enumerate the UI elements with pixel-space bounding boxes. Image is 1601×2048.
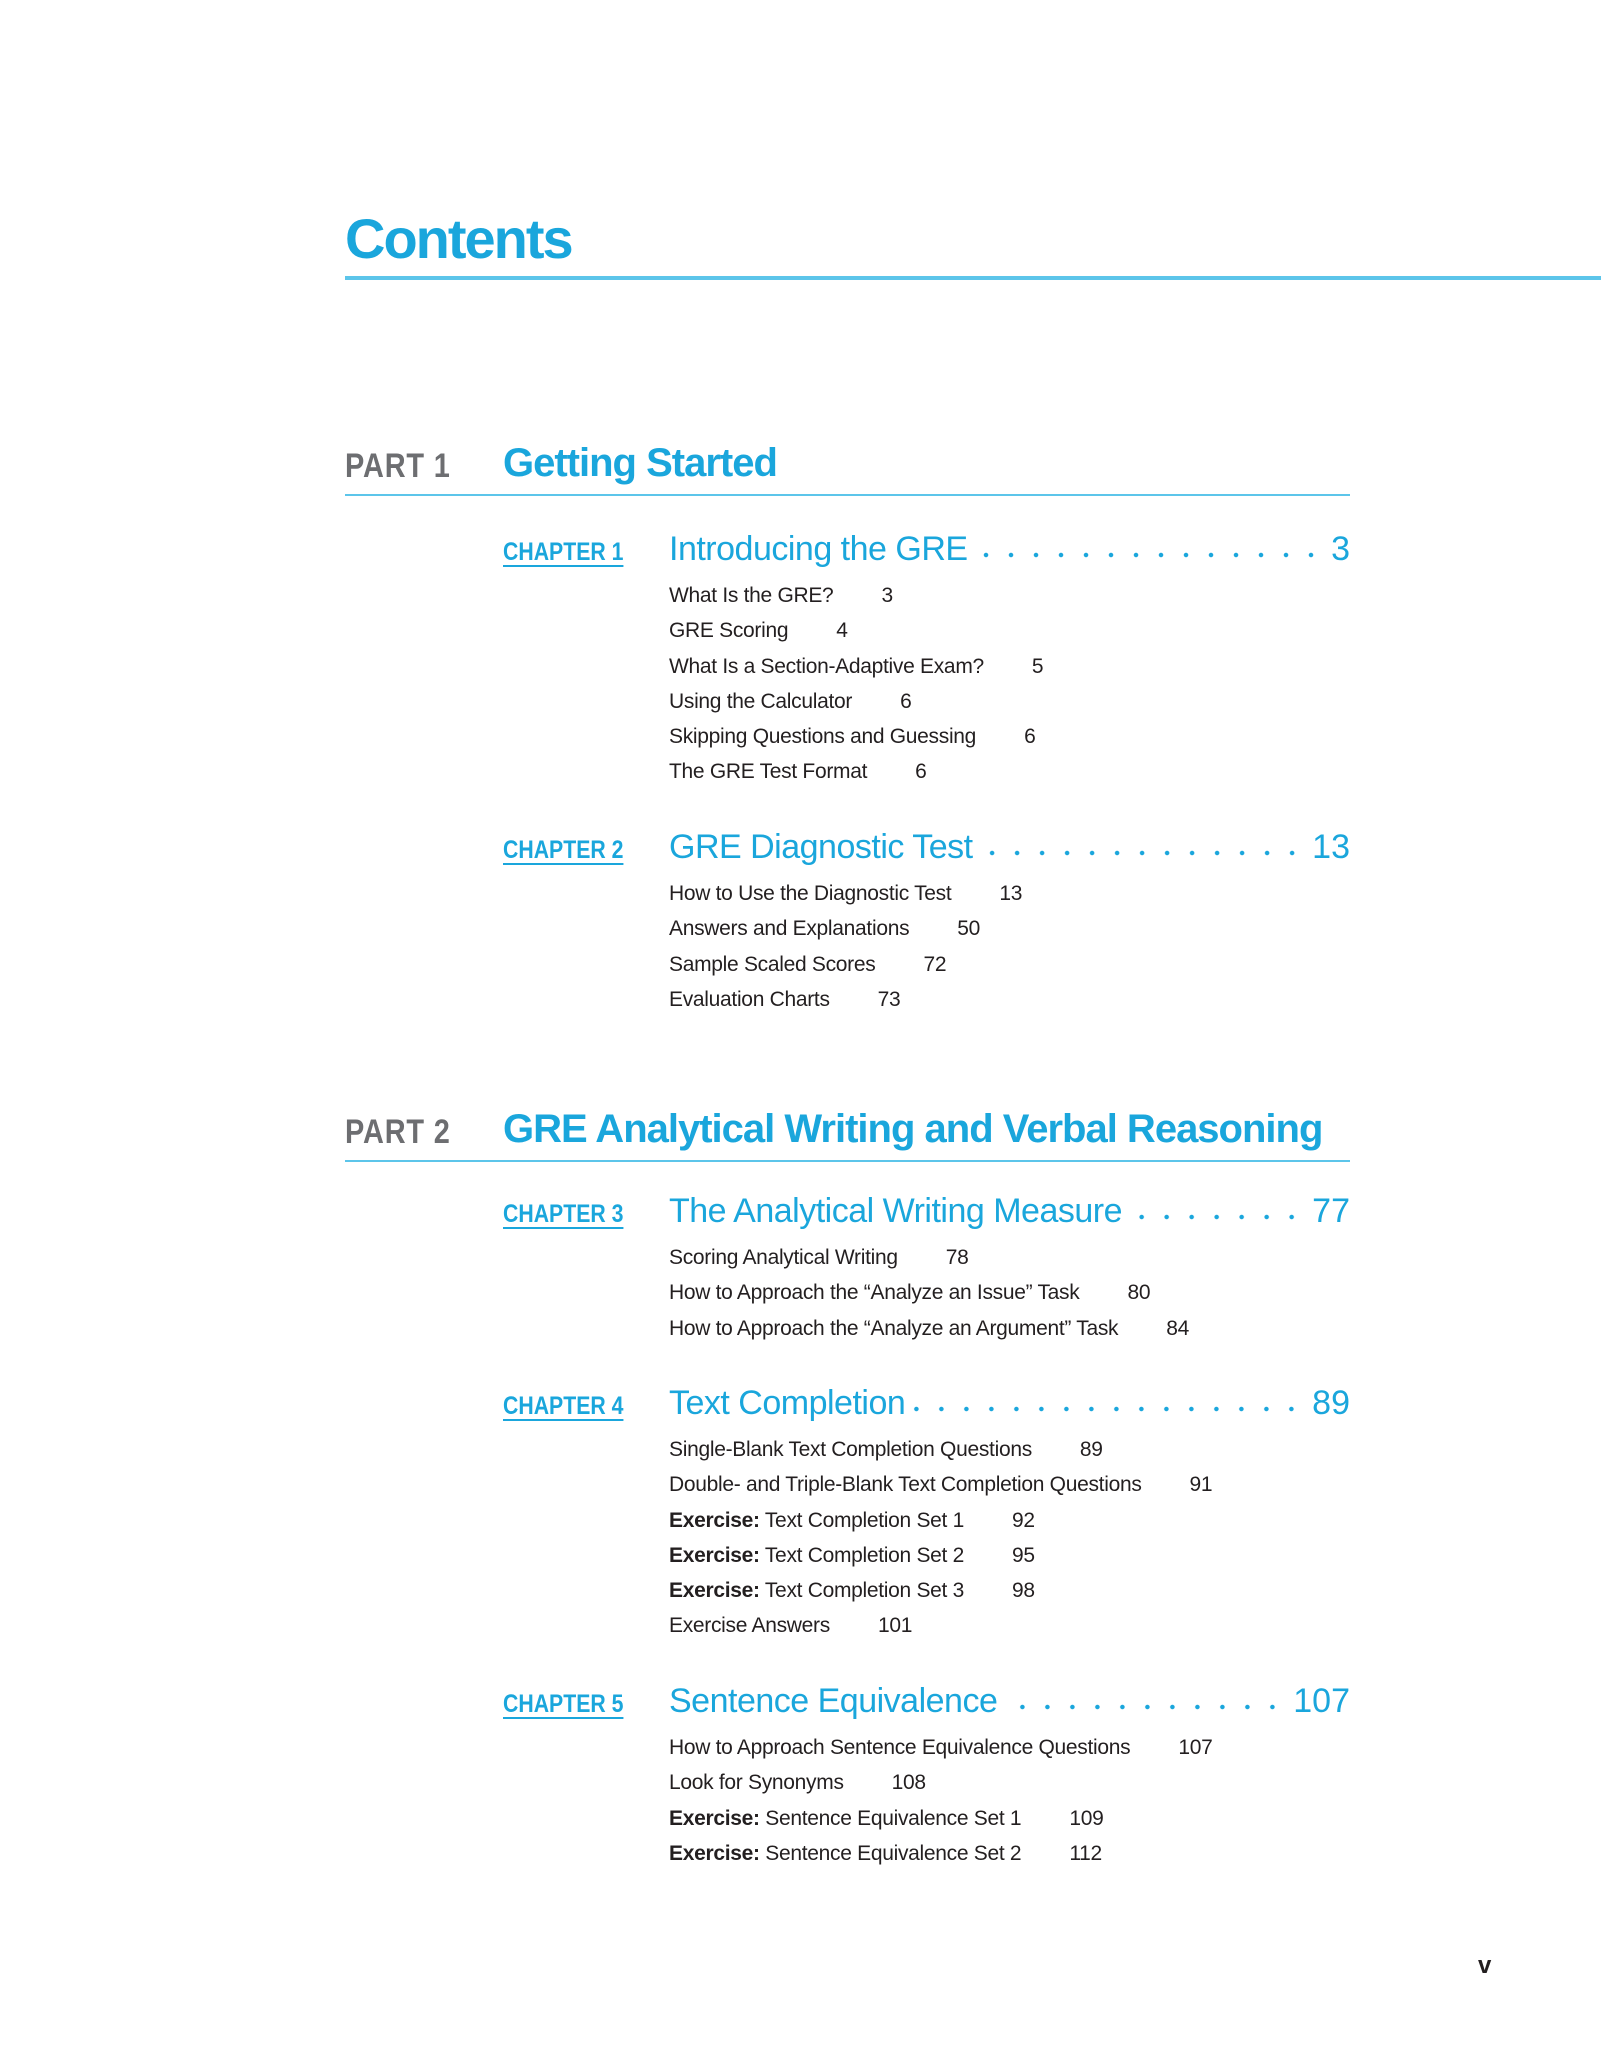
section-item[interactable]: [669, 876, 1350, 911]
section-title: How to Use the Diagnostic Test: [669, 882, 952, 905]
section-item[interactable]: [669, 1573, 1350, 1608]
section-page-number: 78: [945, 1246, 969, 1269]
section-page-number: 92: [1012, 1508, 1035, 1532]
section-title: Scoring Analytical Writing: [669, 1246, 898, 1269]
section-page-number: 80: [1127, 1281, 1151, 1305]
section-title: Text Completion Set 2: [764, 1543, 964, 1567]
dot-leader: [976, 550, 1324, 560]
section-title: How to Approach the “Analyze an Argument” Task: [669, 1316, 1119, 1340]
section-item[interactable]: [669, 1801, 1350, 1836]
chapter-title: Text Completion: [669, 1384, 906, 1422]
section-item[interactable]: [669, 1608, 1350, 1643]
section-list: [669, 1432, 1350, 1644]
chapter-entry: [503, 1192, 1350, 1346]
chapter-page-number: 77: [1312, 1192, 1350, 1230]
chapter-label: CHAPTER 4: [503, 1392, 624, 1420]
section-item[interactable]: [669, 1275, 1350, 1310]
section-title: Using the Calculator: [669, 689, 853, 713]
section-item[interactable]: [669, 719, 1350, 754]
section-list: [669, 1730, 1350, 1871]
section-item[interactable]: [669, 1730, 1350, 1765]
chapter-page-number: 13: [1312, 828, 1350, 866]
section-item[interactable]: [669, 754, 1350, 789]
section-page-number: 108: [891, 1771, 926, 1795]
section-title: Sample Scaled Scores: [669, 952, 876, 976]
section-title: Evaluation Charts: [669, 987, 830, 1011]
section-page-number: 91: [1189, 1473, 1213, 1497]
section-page-number: 13: [999, 882, 1023, 905]
section-title: Text Completion Set 3: [764, 1579, 964, 1603]
section-title: Double- and Triple-Blank Text Completion Questions: [669, 1473, 1142, 1497]
chapter-heading[interactable]: [503, 1682, 1350, 1728]
section-page-number: 109: [1069, 1806, 1104, 1830]
section-page-number: 101: [877, 1614, 913, 1638]
section-item[interactable]: [669, 649, 1350, 684]
section-item[interactable]: [669, 1311, 1350, 1346]
section-item[interactable]: [669, 982, 1350, 1017]
section-title: Look for Synonyms: [669, 1771, 844, 1795]
chapter-title: GRE Diagnostic Test: [669, 828, 973, 866]
section-page-number: 73: [877, 987, 901, 1011]
dot-leader: [981, 848, 1305, 858]
dot-leader: [913, 1404, 1304, 1414]
section-page-number: 107: [1178, 1736, 1213, 1759]
section-item[interactable]: [669, 613, 1350, 648]
section-page-number: 3: [881, 584, 893, 607]
section-prefix: Exercise:: [669, 1806, 760, 1830]
dot-leader: [1130, 1212, 1304, 1222]
section-page-number: 112: [1069, 1841, 1102, 1865]
chapter-label: CHAPTER 1: [503, 538, 624, 566]
section-page-number: 84: [1166, 1316, 1190, 1340]
section-title: Skipping Questions and Guessing: [669, 725, 977, 749]
section-item[interactable]: [669, 1503, 1350, 1538]
section-item[interactable]: [669, 1538, 1350, 1573]
section-title: Single-Blank Text Completion Questions: [669, 1438, 1032, 1461]
chapter-label: CHAPTER 2: [503, 836, 624, 864]
title-rule: [345, 276, 1601, 280]
section-title: Sentence Equivalence Set 2: [765, 1841, 1022, 1865]
section-list: [669, 1240, 1350, 1346]
page-number: v: [1478, 1952, 1492, 1979]
section-title: The GRE Test Format: [669, 760, 868, 784]
chapter-label: CHAPTER 3: [503, 1200, 624, 1228]
section-page-number: 72: [923, 952, 947, 976]
chapter-title: Sentence Equivalence: [669, 1682, 998, 1720]
part-heading: [345, 441, 1350, 496]
section-prefix: Exercise:: [669, 1508, 760, 1532]
section-page-number: 89: [1079, 1438, 1103, 1461]
section-prefix: Exercise:: [669, 1579, 760, 1603]
section-item[interactable]: [669, 911, 1350, 946]
section-prefix: Exercise:: [669, 1543, 760, 1567]
part-heading: [345, 1107, 1350, 1162]
section-item[interactable]: [669, 1467, 1350, 1502]
chapter-page-number: 89: [1312, 1384, 1350, 1422]
section-title: What Is the GRE?: [669, 584, 834, 607]
section-title: GRE Scoring: [669, 619, 789, 643]
chapter-page-number: 107: [1293, 1682, 1350, 1720]
section-title: Text Completion Set 1: [764, 1508, 964, 1532]
section-page-number: 98: [1012, 1579, 1035, 1603]
section-item[interactable]: [669, 578, 1350, 613]
section-title: How to Approach Sentence Equivalence Questions: [669, 1736, 1131, 1759]
section-page-number: 50: [957, 917, 981, 941]
section-item[interactable]: [669, 684, 1350, 719]
chapter-entry: [503, 1384, 1350, 1644]
chapter-heading[interactable]: [503, 828, 1350, 874]
chapter-title: Introducing the GRE: [669, 530, 968, 568]
section-page-number: 5: [1031, 654, 1044, 678]
part-label: PART 2: [345, 1113, 451, 1151]
section-page-number: 6: [915, 760, 927, 784]
section-page-number: 4: [836, 619, 848, 643]
page-title: Contents: [345, 207, 572, 270]
section-title: Sentence Equivalence Set 1: [765, 1806, 1022, 1830]
section-item[interactable]: [669, 1432, 1350, 1467]
chapter-page-number: 3: [1331, 530, 1350, 568]
section-page-number: 95: [1012, 1543, 1035, 1567]
chapter-entry: [503, 1682, 1350, 1871]
section-page-number: 6: [900, 689, 912, 713]
section-title: Exercise Answers: [669, 1614, 830, 1638]
section-title: Answers and Explanations: [669, 917, 910, 941]
part-title: Getting Started: [503, 441, 777, 485]
section-item[interactable]: [669, 947, 1350, 982]
section-list: [669, 876, 1350, 1017]
section-item[interactable]: [669, 1240, 1350, 1275]
part-label: PART 1: [345, 447, 451, 485]
chapter-heading[interactable]: [503, 530, 1350, 576]
chapter-label: CHAPTER 5: [503, 1690, 624, 1718]
section-list: [669, 578, 1350, 790]
chapter-entry: [503, 530, 1350, 790]
section-title: How to Approach the “Analyze an Issue” Task: [669, 1281, 1080, 1305]
section-prefix: Exercise:: [669, 1841, 760, 1865]
section-item[interactable]: [669, 1836, 1350, 1871]
section-item[interactable]: [669, 1765, 1350, 1800]
chapter-entry: [503, 828, 1350, 1017]
dot-leader: [1005, 1702, 1285, 1712]
part-title: GRE Analytical Writing and Verbal Reasoning: [503, 1107, 1323, 1151]
section-page-number: 6: [1024, 725, 1036, 749]
chapter-heading[interactable]: [503, 1384, 1350, 1430]
section-title: What Is a Section-Adaptive Exam?: [669, 654, 984, 678]
chapter-title: The Analytical Writing Measure: [669, 1192, 1123, 1230]
chapter-heading[interactable]: [503, 1192, 1350, 1238]
